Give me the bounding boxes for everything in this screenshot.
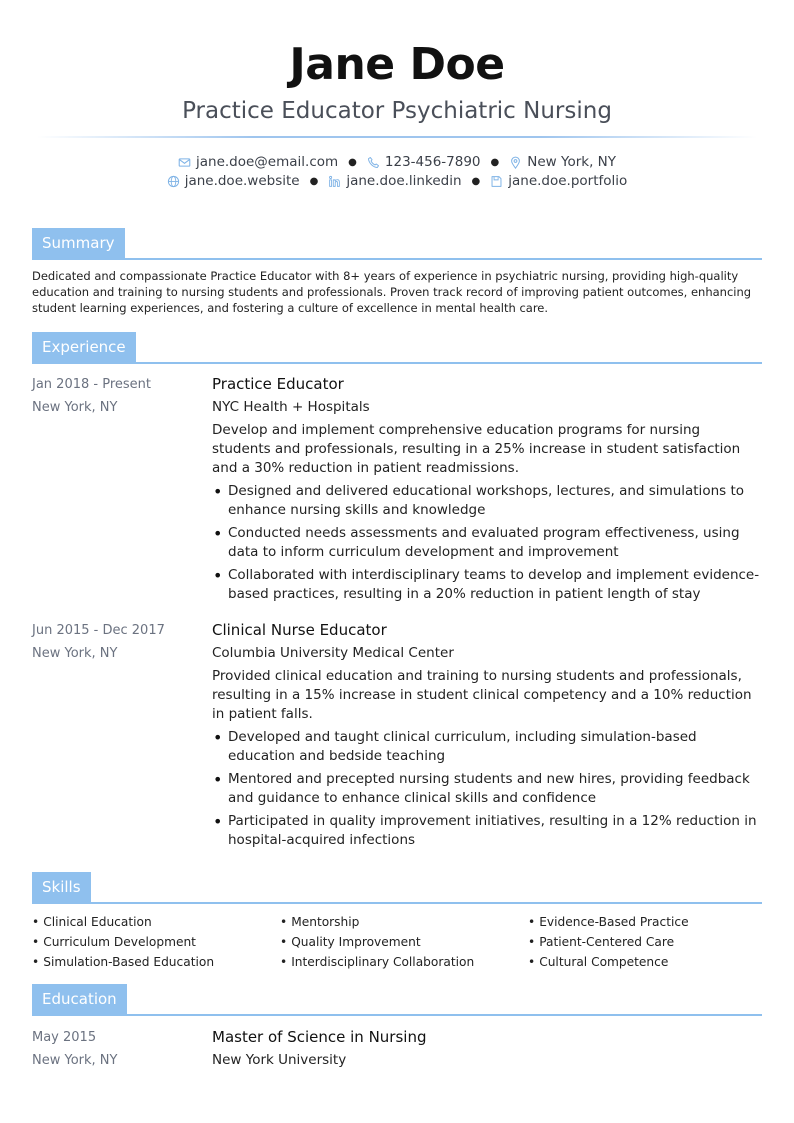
email-text: jane.doe@email.com [195, 154, 339, 170]
job-bullet: • Collaborated with interdisciplinary teams to develop and implement evidence-based practices, resulting in a 20% reduction in patient length of stay [212, 566, 762, 604]
candidate-title: Practice Educator Psychiatric Nursing [182, 98, 612, 124]
job-bullet: • Mentored and precepted nursing students and new hires, providing feedback and guidance to enhance clinical skills and confidence [212, 770, 762, 808]
email-icon [178, 156, 191, 169]
job-meta [32, 619, 202, 665]
education-school: New York University [212, 1052, 347, 1068]
skill-item: • Interdisciplinary Collaboration [280, 952, 528, 972]
education-meta [32, 1026, 202, 1072]
education-degree: Master of Science in Nursing [212, 1028, 427, 1046]
summary-text: Dedicated and compassionate Practice Educator with 8+ years of experience in psychiatric nursing, providing high-quality education and training to nursing students and professionals. Proven track record of improving patient outcomes, enhancing student learning experiences, and fostering a culture of excellence in mental health care. [32, 269, 752, 315]
skill-item: • Mentorship [280, 912, 528, 932]
contact-linkedin[interactable] [328, 172, 461, 191]
job-organization: NYC Health + Hospitals [212, 399, 370, 415]
job-meta [32, 373, 202, 419]
education-heading: Education [32, 984, 127, 1014]
skills-list [32, 912, 762, 972]
separator-dot: ● [309, 176, 319, 187]
phone-icon [367, 156, 380, 169]
separator-dot: ● [471, 176, 481, 187]
job-details [212, 373, 762, 604]
skills-heading-bar [32, 872, 762, 904]
skills-heading: Skills [32, 872, 91, 902]
globe-icon [167, 175, 180, 188]
summary-heading: Summary [32, 228, 125, 258]
contact-portfolio[interactable] [490, 172, 627, 191]
education-entry [32, 1026, 762, 1072]
job-details [212, 619, 762, 850]
contact-location [509, 153, 616, 172]
job-bullet: • Developed and taught clinical curriculum, including simulation-based education and bedside teaching [212, 728, 762, 766]
experience-heading-bar [32, 332, 762, 364]
linkedin-icon [328, 175, 341, 188]
location-text: New York, NY [527, 154, 617, 170]
header-divider [37, 136, 757, 138]
experience-heading: Experience [32, 332, 136, 362]
skill-item: • Clinical Education [32, 912, 280, 932]
job-bullet: • Participated in quality improvement initiatives, resulting in a 12% reduction in hospital-acquired infections [212, 812, 762, 850]
education-details [212, 1026, 762, 1072]
contact-email[interactable] [178, 153, 338, 172]
resume-header [0, 0, 794, 191]
experience-section [32, 332, 762, 854]
job-bullet: • Designed and delivered educational workshops, lectures, and simulations to enhance nursing skills and knowledge [212, 482, 762, 520]
job-entry [32, 373, 762, 604]
portfolio-icon [490, 175, 503, 188]
summary-heading-bar [32, 228, 762, 260]
contact-row-secondary [0, 172, 794, 191]
education-heading-bar [32, 984, 762, 1016]
skill-item: • Patient-Centered Care [528, 932, 762, 952]
skills-section [32, 872, 762, 972]
skill-item: • Quality Improvement [280, 932, 528, 952]
education-date: May 2015 [32, 1030, 97, 1045]
education-section [32, 984, 762, 1072]
job-bullets [212, 482, 762, 604]
candidate-name: Jane Doe [289, 39, 505, 90]
job-location: New York, NY [32, 646, 118, 661]
location-pin-icon [509, 156, 522, 169]
job-role: Practice Educator [212, 375, 344, 393]
job-location: New York, NY [32, 400, 118, 415]
website-text: jane.doe.website [184, 173, 300, 189]
skill-item: • Curriculum Development [32, 932, 280, 952]
job-dates: Jun 2015 - Dec 2017 [32, 623, 165, 638]
contact-website[interactable] [167, 172, 300, 191]
job-dates: Jan 2018 - Present [32, 377, 151, 392]
job-role: Clinical Nurse Educator [212, 621, 387, 639]
skill-item: • Evidence-Based Practice [528, 912, 762, 932]
job-bullet: • Conducted needs assessments and evaluated program effectiveness, using data to inform curriculum development and improvement [212, 524, 762, 562]
job-entry [32, 619, 762, 850]
job-description: Provided clinical education and training to nursing students and professionals, resulting in a 15% increase in student clinical competency and a 10% reduction in patient falls. [212, 668, 752, 722]
linkedin-text: jane.doe.linkedin [346, 173, 462, 189]
skill-item: • Cultural Competence [528, 952, 762, 972]
portfolio-text: jane.doe.portfolio [508, 173, 628, 189]
skill-item: • Simulation-Based Education [32, 952, 280, 972]
contact-phone[interactable] [367, 153, 481, 172]
education-location: New York, NY [32, 1053, 118, 1068]
separator-dot: ● [490, 157, 500, 168]
phone-text: 123-456-7890 [384, 154, 481, 170]
separator-dot: ● [348, 157, 357, 168]
contact-row-primary [0, 153, 794, 172]
job-description: Develop and implement comprehensive education programs for nursing students and professionals, resulting in a 25% increase in student satisfaction and a 30% reduction in patient readmissions. [212, 422, 741, 476]
job-organization: Columbia University Medical Center [212, 645, 454, 661]
job-bullets [212, 728, 762, 850]
summary-section [32, 228, 762, 316]
